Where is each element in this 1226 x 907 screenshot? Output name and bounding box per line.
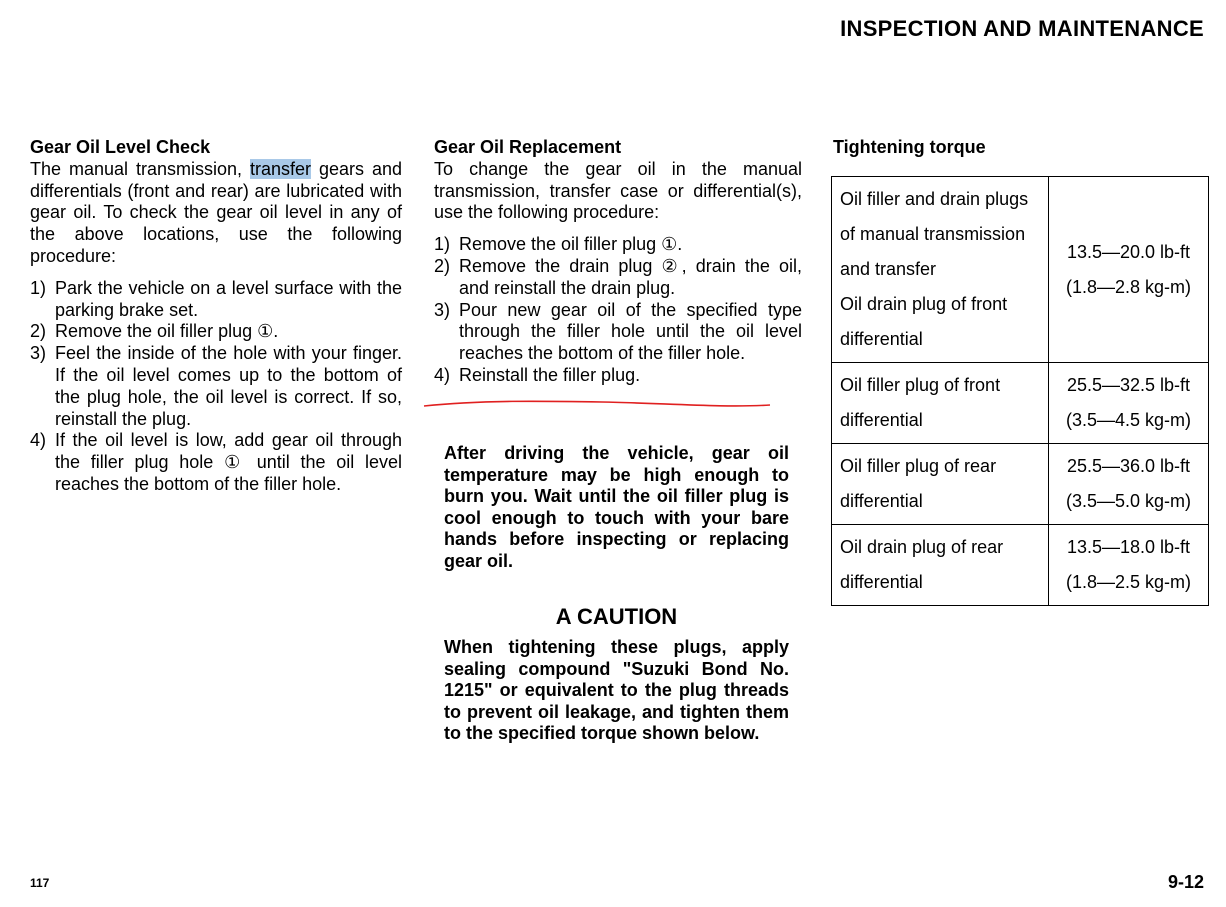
list-item (30, 430, 402, 495)
page-index: 117 (30, 876, 50, 890)
section-intro (30, 159, 402, 268)
list-item (434, 234, 802, 256)
step-text: Remove the drain plug ②, drain the oil, and reinstall the drain plug. (459, 255, 802, 298)
torque-kgm: (1.8—2.8 kg-m) (1065, 276, 1192, 297)
step-number: 1) (434, 234, 451, 255)
torque-description: Oil filler plug of front differential (832, 363, 1049, 444)
intro-text: gears and differentials (front and rear) are lubricated with gear oil. To check the gear oil level in any of the above locations, use the following procedure: (30, 158, 403, 266)
step-text: Remove the oil filler plug ①. (55, 321, 279, 342)
list-item (30, 343, 402, 430)
torque-lbft: 13.5—18.0 lb-ft (1066, 537, 1191, 557)
procedure-list (434, 234, 802, 387)
step-number: 2) (30, 321, 47, 342)
warning-text: After driving the vehicle, gear oil temperature may be high enough to burn you. Wait until the oil filler plug is cool enough to touch with your bare hands before inspecting or replacing gear oil. (444, 443, 789, 571)
table-row (832, 444, 1209, 525)
section-title: Gear Oil Replacement (434, 137, 622, 157)
list-item (434, 365, 802, 387)
step-text: If the oil level is low, add gear oil through the filler plug hole ① until the oil level reaches the bottom of the filler hole. (55, 430, 402, 494)
torque-description-line: Oil filler and drain plugs of manual transmission and transfer (840, 189, 1029, 279)
table-row (832, 363, 1209, 444)
caution-heading: A CAUTION (555, 604, 678, 629)
page-number: 9-12 (1167, 872, 1204, 892)
list-item (434, 256, 802, 300)
procedure-list (30, 278, 402, 496)
torque-table (831, 176, 1209, 606)
highlighted-word[interactable]: transfer (249, 158, 312, 179)
step-number: 4) (30, 430, 47, 451)
step-text: Park the vehicle on a level surface with the parking brake set. (55, 277, 402, 320)
table-row (832, 525, 1209, 606)
torque-table-title: Tightening torque (833, 137, 986, 157)
step-number: 1) (30, 277, 47, 298)
list-item (30, 278, 402, 322)
step-text: Pour new gear oil of the specified type through the filler hole until the oil level reaches the bottom of the filler hole. (459, 299, 802, 364)
torque-value (1049, 444, 1209, 525)
table-row (832, 177, 1209, 363)
step-text: Remove the oil filler plug ①. (459, 234, 683, 255)
torque-value (1049, 525, 1209, 606)
section-intro: To change the gear oil in the manual transmission, transfer case or differential(s), use the following procedure: (434, 158, 802, 223)
gear-oil-replacement-section (434, 137, 802, 387)
torque-kgm: (1.8—2.5 kg-m) (1065, 572, 1192, 592)
step-number: 4) (434, 364, 451, 385)
torque-kgm: (3.5—5.0 kg-m) (1065, 491, 1192, 511)
torque-lbft: 25.5—36.0 lb-ft (1066, 456, 1191, 476)
step-number: 2) (434, 255, 451, 276)
red-annotation-line (422, 398, 774, 412)
list-item (30, 321, 402, 343)
torque-description: Oil drain plug of rear differential (832, 525, 1049, 606)
torque-value (1049, 363, 1209, 444)
torque-description: Oil filler plug of rear differential (832, 444, 1049, 525)
torque-kgm: (3.5—4.5 kg-m) (1065, 410, 1192, 430)
torque-lbft: 25.5—32.5 lb-ft (1066, 375, 1191, 395)
gear-oil-level-check-section (30, 137, 402, 496)
torque-value (1049, 177, 1209, 363)
step-number: 3) (30, 343, 47, 364)
torque-description (832, 177, 1049, 363)
list-item (434, 300, 802, 365)
step-text: Reinstall the filler plug. (459, 364, 641, 385)
page-header-title: INSPECTION AND MAINTENANCE (840, 16, 1204, 41)
intro-text: The manual transmission, (30, 158, 250, 179)
step-number: 3) (434, 299, 451, 320)
step-text: Feel the inside of the hole with your finger. If the oil level comes up to the bottom of the plug hole, the oil level is correct. If so, reinstall the plug. (55, 343, 402, 429)
section-title: Gear Oil Level Check (30, 137, 211, 157)
torque-description-line: Oil drain plug of front differential (840, 294, 1008, 349)
torque-lbft: 13.5—20.0 lb-ft (1066, 241, 1191, 262)
caution-text: When tightening these plugs, apply sealing compound "Suzuki Bond No. 1215" or equivalent to the plug threads to prevent oil leakage, and tighten them to the specified torque shown below. (444, 637, 789, 744)
